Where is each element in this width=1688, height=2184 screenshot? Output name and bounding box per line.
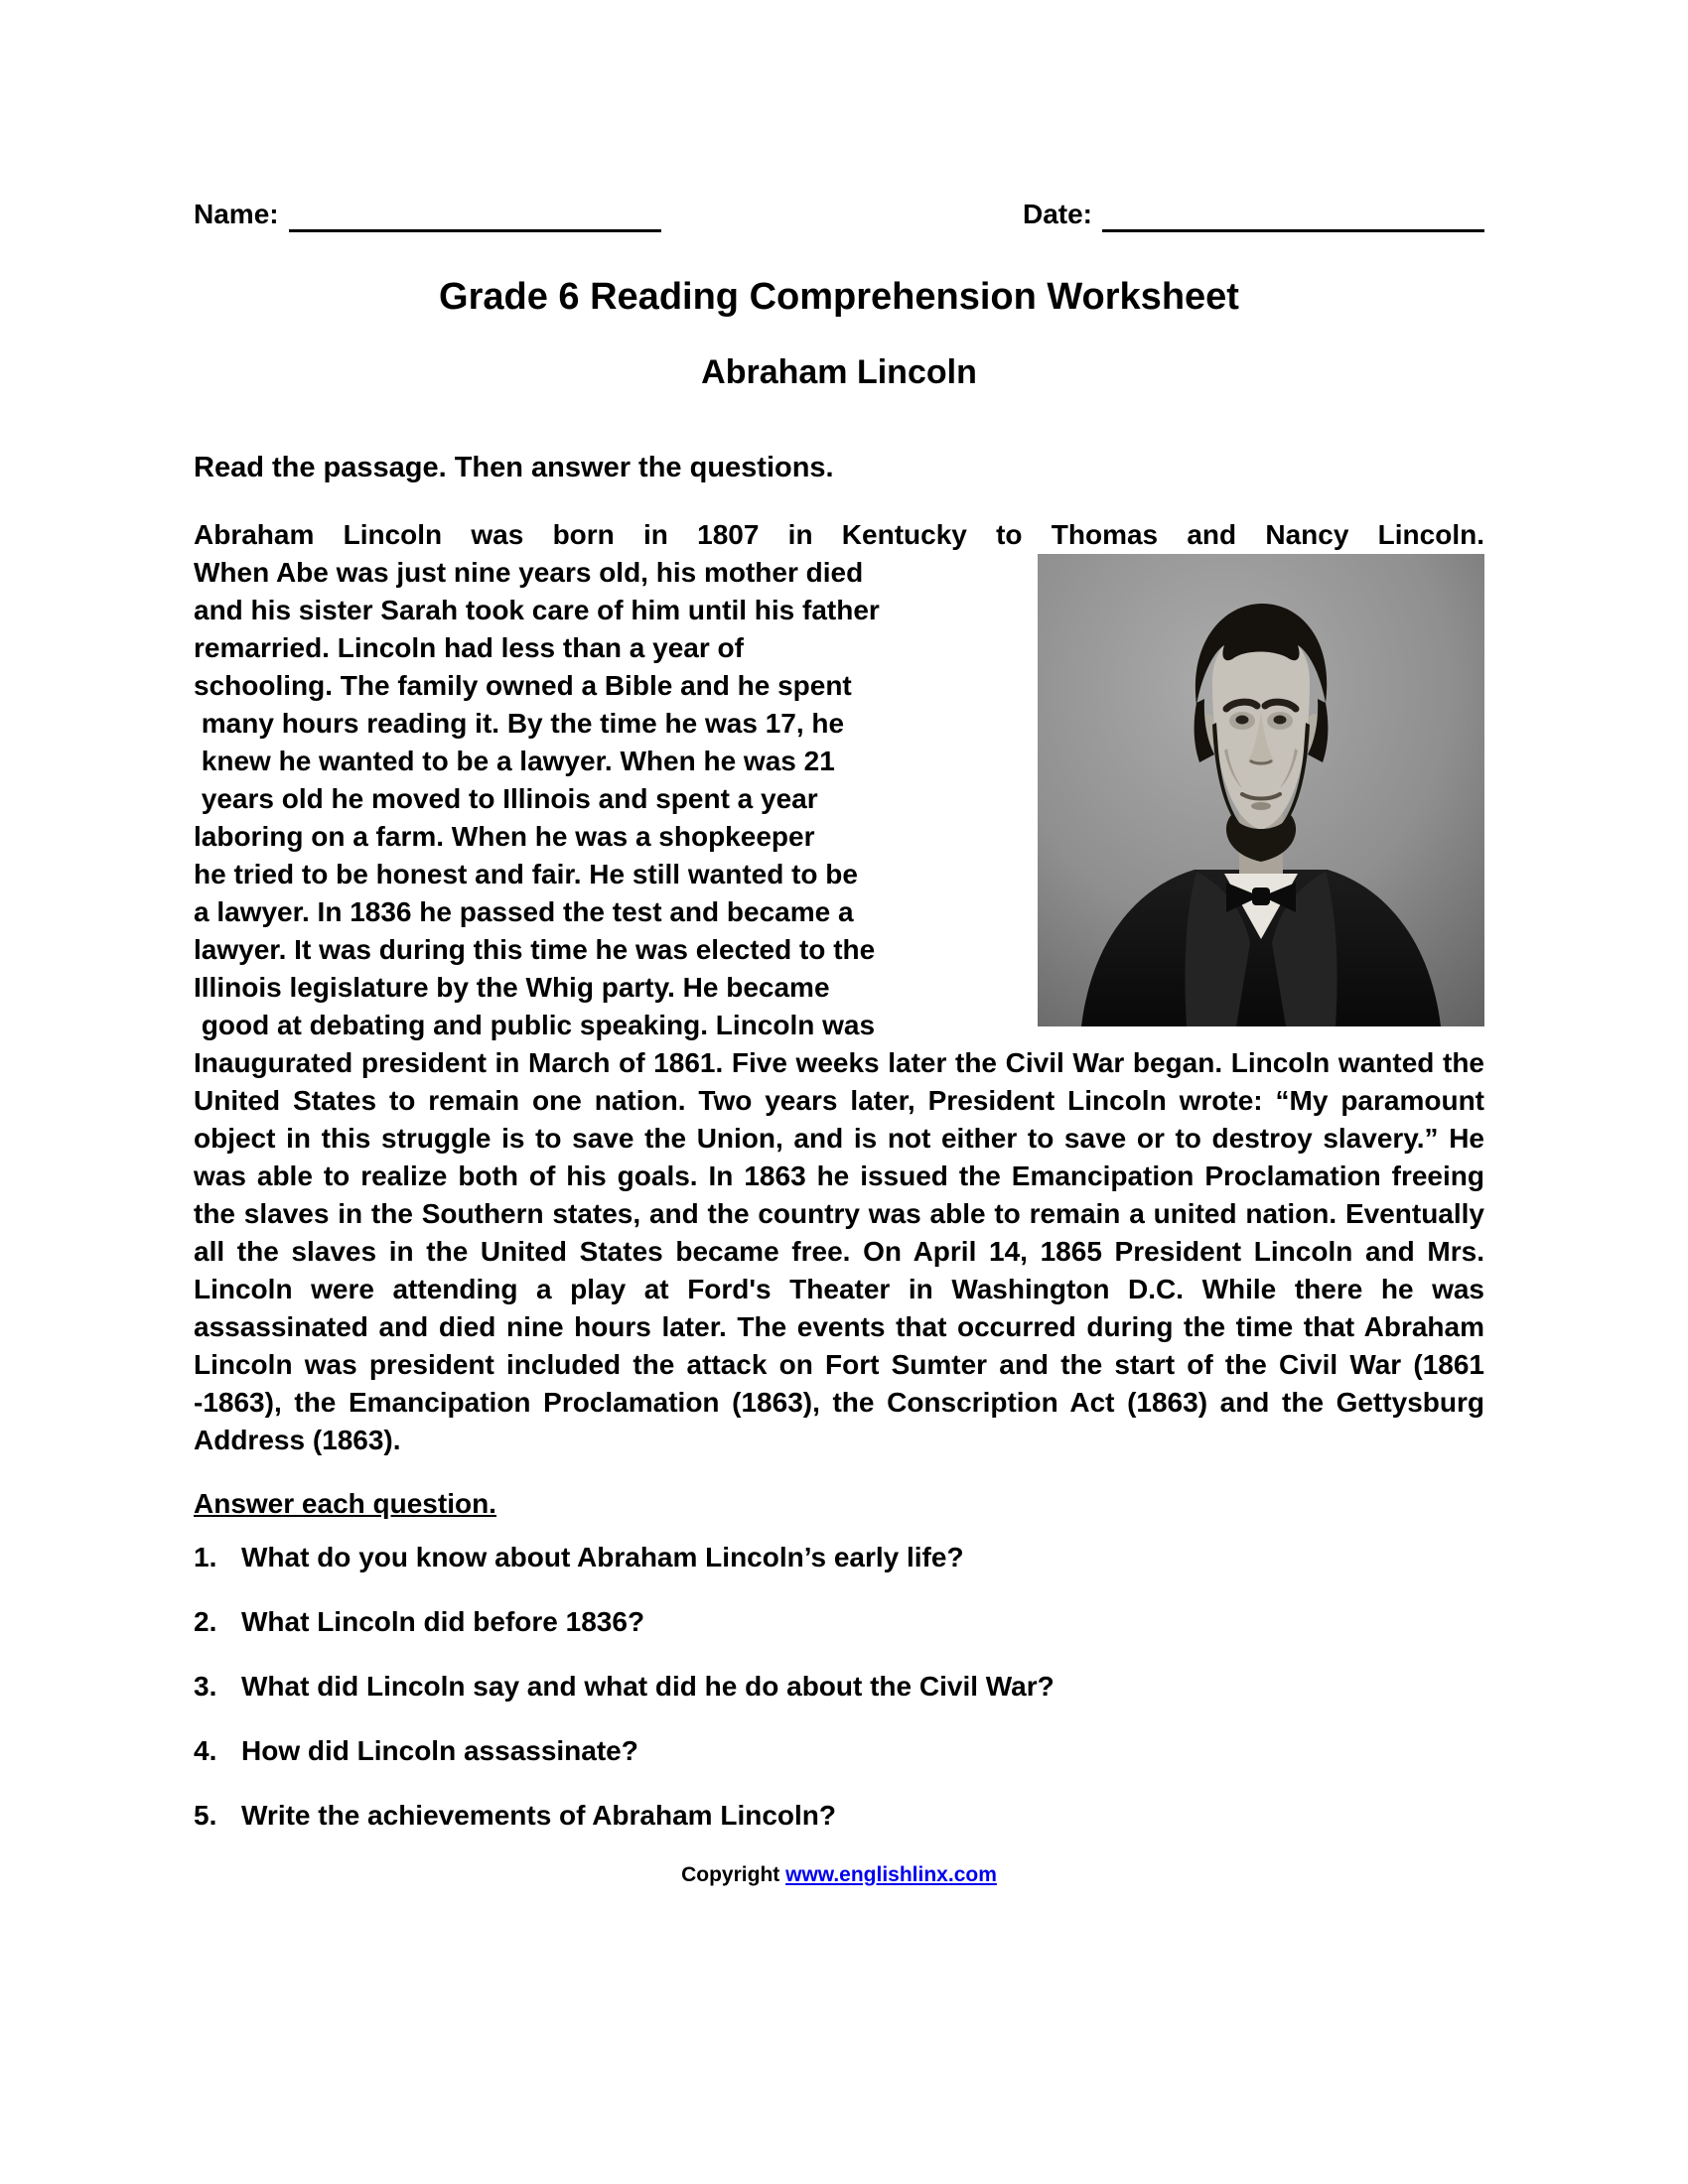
worksheet-title: Grade 6 Reading Comprehension Worksheet xyxy=(439,276,1239,318)
lincoln-portrait-photo xyxy=(1038,554,1484,1026)
question-list xyxy=(194,1539,1484,1835)
passage xyxy=(194,516,1484,1459)
passage-line-1: Abraham Lincoln was born in 1807 in Kentucky to Thomas and Nancy Lincoln. xyxy=(194,519,1484,550)
name-field-group xyxy=(194,197,661,232)
question-item xyxy=(194,1668,1484,1706)
question-number: 2. xyxy=(194,1606,217,1637)
question-item xyxy=(194,1539,1484,1576)
date-label: Date: xyxy=(1022,199,1092,229)
header-row xyxy=(194,197,1484,232)
worksheet-subtitle: Abraham Lincoln xyxy=(701,353,977,391)
question-text: What did Lincoln say and what did he do about the Civil War? xyxy=(241,1671,1055,1702)
question-item xyxy=(194,1603,1484,1641)
question-item xyxy=(194,1732,1484,1770)
question-item xyxy=(194,1797,1484,1835)
lincoln-portrait-illustration xyxy=(1038,554,1484,1026)
question-number: 3. xyxy=(194,1671,217,1702)
answer-section-header: Answer each question. xyxy=(194,1488,496,1519)
copyright-label: Copyright xyxy=(681,1863,786,1886)
instruction-text: Read the passage. Then answer the questions. xyxy=(194,452,834,483)
date-blank xyxy=(1102,204,1484,232)
passage-photo-row xyxy=(194,554,1484,1044)
question-text: Write the achievements of Abraham Lincoln? xyxy=(241,1800,837,1831)
footer xyxy=(194,1861,1484,1889)
question-text: How did Lincoln assassinate? xyxy=(241,1735,638,1766)
question-text: What Lincoln did before 1836? xyxy=(241,1606,645,1637)
date-field-group xyxy=(1023,197,1484,232)
question-number: 4. xyxy=(194,1735,217,1766)
name-blank xyxy=(289,204,661,232)
question-number: 1. xyxy=(194,1542,217,1572)
passage-beside-photo: When Abe was just nine years old, his mother died and his sister Sarah took care of him until his father remarried. Lincoln had less than a year of schooling. The family owned a Bible and he spent many hours reading it. By the time he was 17, he knew he wanted to be a lawyer. When he was 21 years old he moved to Illinois and spent a year laboring on a farm. When he was a shopkeeper he tried to be honest and fair. He still wanted to be a lawyer. In 1836 he passed the test and became a lawyer. It was during this time he was elected to the Illinois legislature by the Whig party. He became good at debating and public speaking. Lincoln was xyxy=(194,557,880,1040)
copyright-link[interactable]: www.englishlinx.com xyxy=(785,1863,997,1886)
question-text: What do you know about Abraham Lincoln’s early life? xyxy=(241,1542,964,1572)
passage-rest: Inaugurated president in March of 1861. Five weeks later the Civil War began. Lincoln wanted the United States to remain one nation. Two years later, President Lincoln wrote: “My paramount object in this struggle is to save the Union, and is not either to save or to destroy slavery.” He was able to realize both of his goals. In 1863 he issued the Emancipation Proclamation freeing the slaves in the Southern states, and the country was able to remain a united nation. Eventually all the slaves in the United States became free. On April 14, 1865 President Lincoln and Mrs. Lincoln were attending a play at Ford's Theater in Washington D.C. While there he was assassinated and died nine hours later. The events that occurred during the time that Abraham Lincoln was president included the attack on Fort Sumter and the start of the Civil War (1861 -1863), the Emancipation Proclamation (1863), the Conscription Act (1863) and the Gettysburg Address (1863). xyxy=(194,1047,1484,1455)
question-number: 5. xyxy=(194,1800,217,1831)
name-label: Name: xyxy=(194,199,279,229)
